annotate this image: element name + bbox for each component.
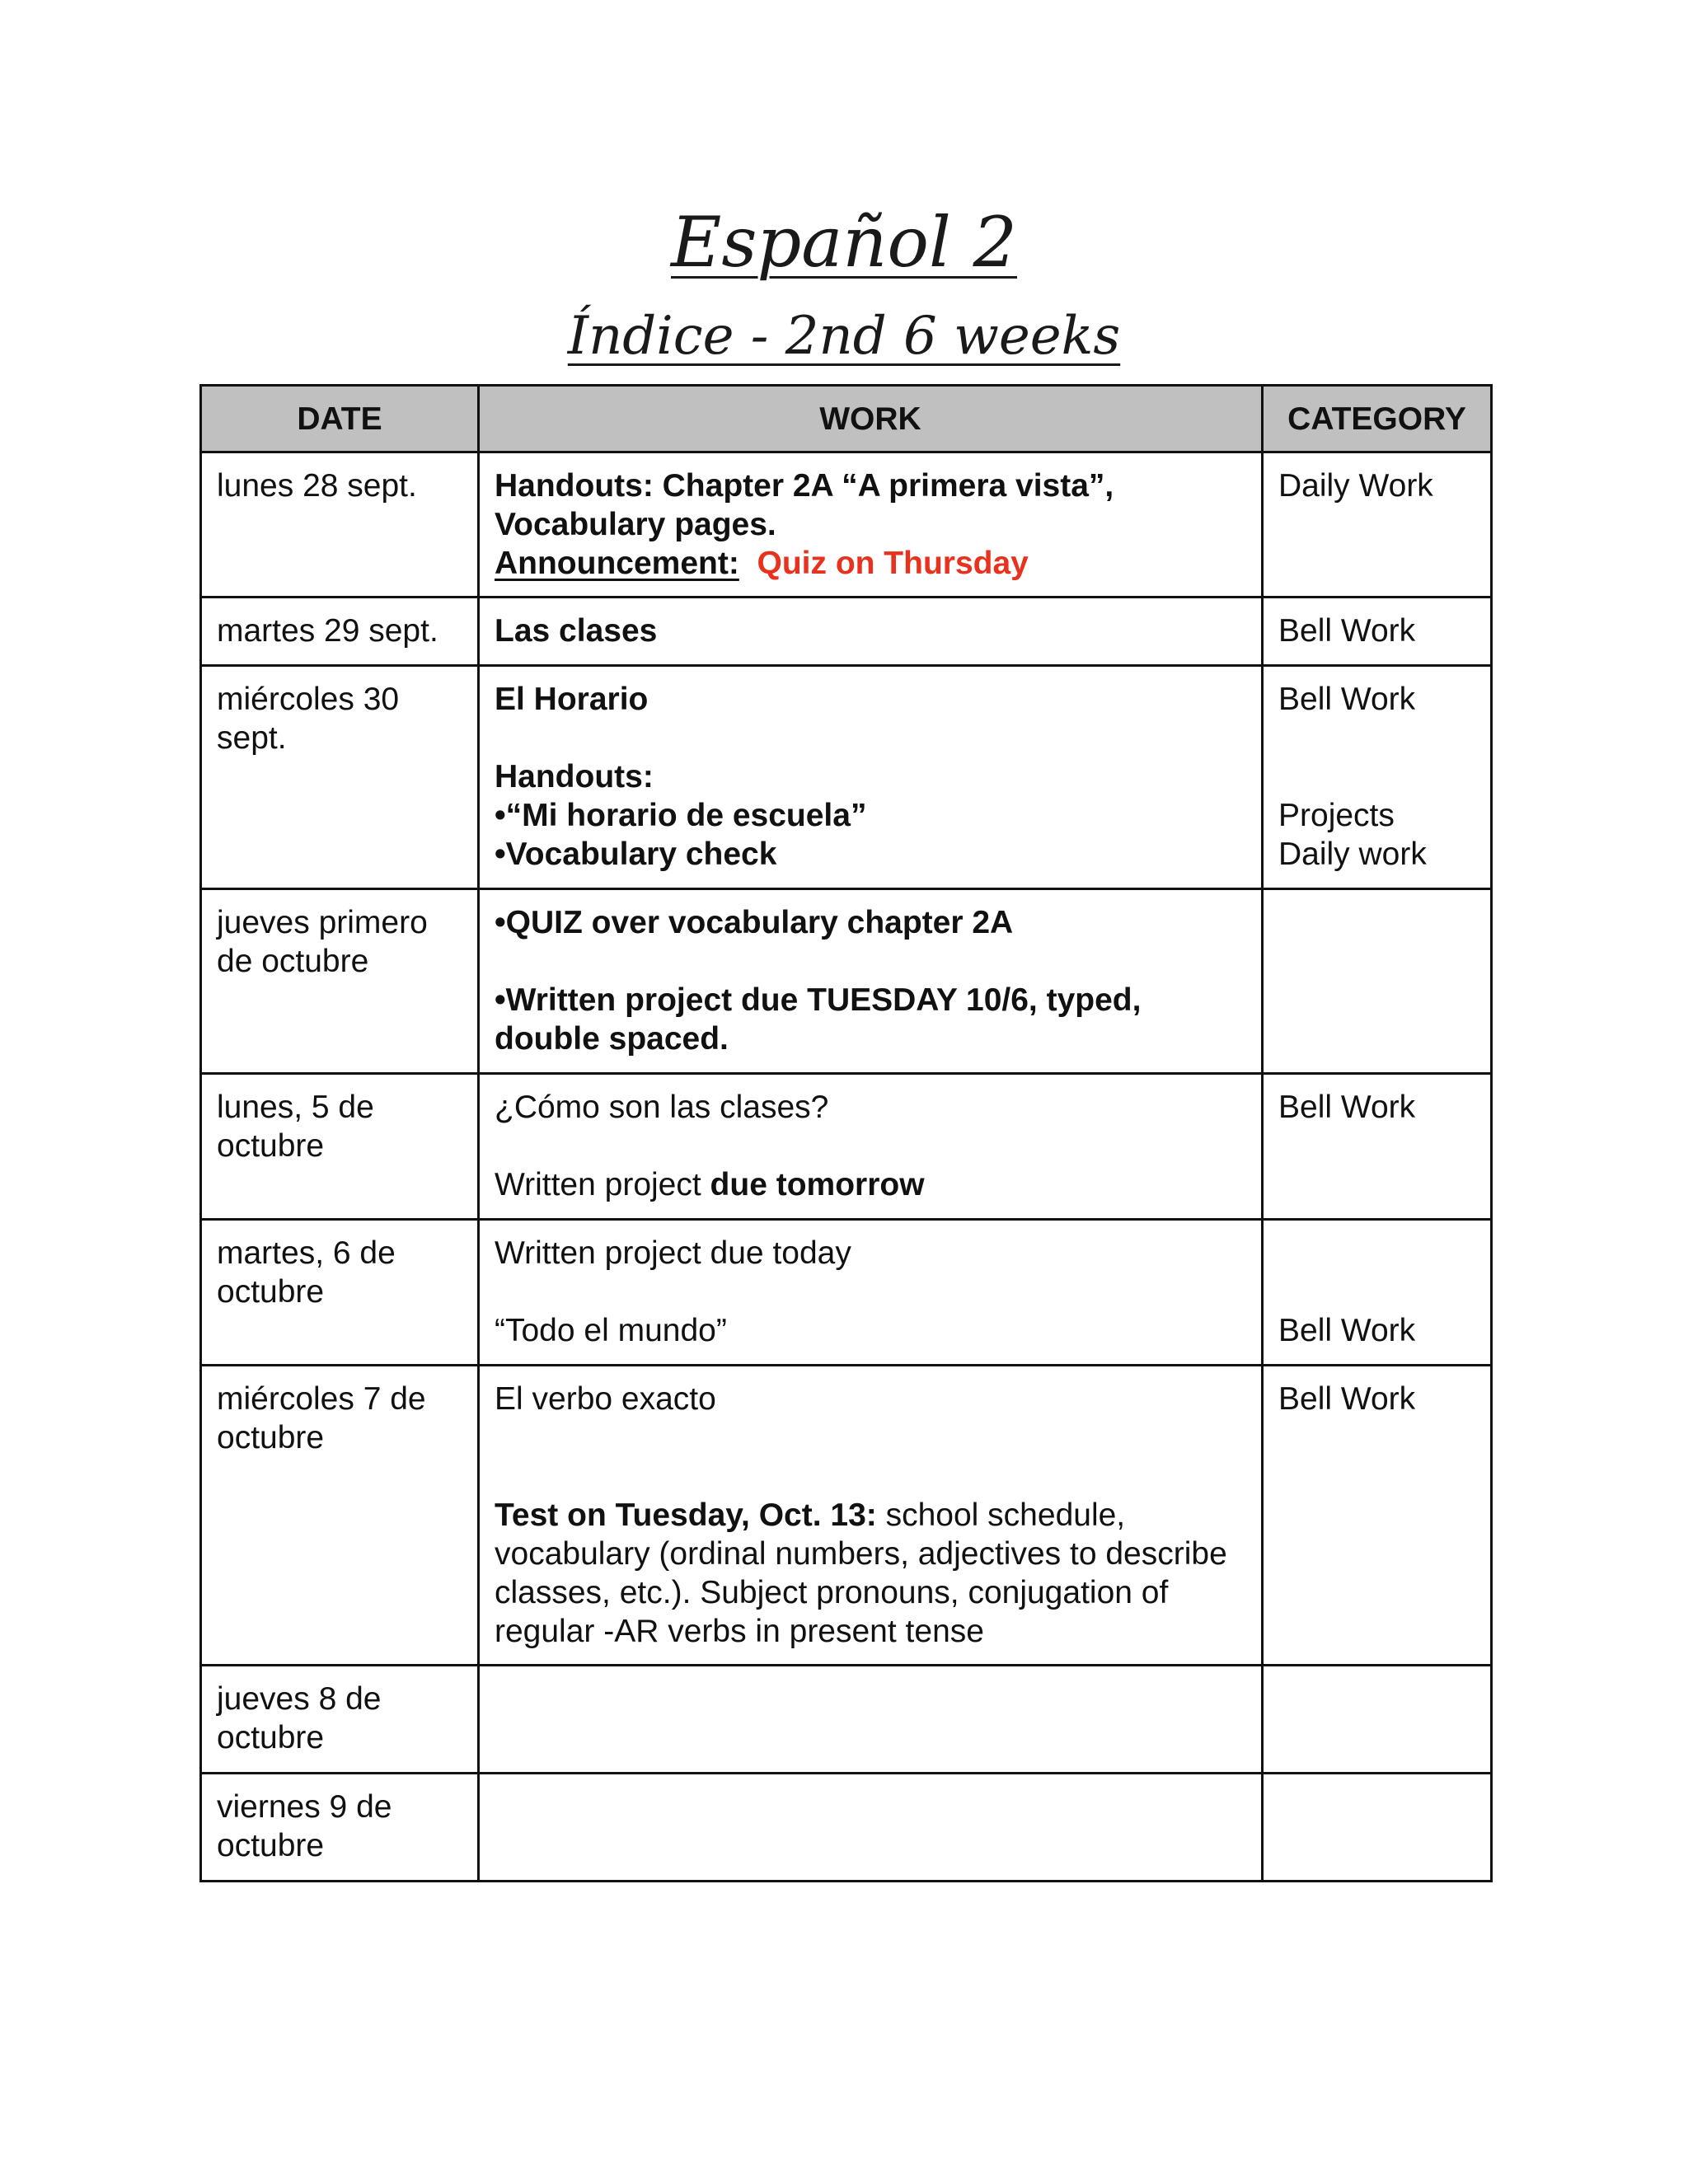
- table-row: [201, 889, 1492, 1074]
- table-row: [201, 1366, 1492, 1666]
- announcement-text: Quiz on Thursday: [757, 546, 1029, 581]
- announcement-line: [495, 544, 1246, 583]
- test-label: Test on Tuesday, Oct. 13:: [495, 1497, 877, 1533]
- work-bullet: •Written project due TUESDAY 10/6, typed, double spaced.: [495, 982, 1142, 1057]
- category-line: Projects: [1278, 798, 1395, 833]
- work-line-bold: due tomorrow: [710, 1167, 925, 1202]
- work-cell: [479, 1666, 1263, 1774]
- category-cell: Bell Work: [1263, 598, 1492, 666]
- work-line: ¿Cómo son las clases?: [495, 1090, 829, 1125]
- date-cell: jueves primero de octubre: [201, 889, 479, 1074]
- work-line: El Horario: [495, 682, 649, 717]
- work-line: [495, 1165, 1246, 1204]
- test-paragraph: [495, 1496, 1246, 1651]
- table-row: [201, 1774, 1492, 1882]
- column-header-work: WORK: [479, 386, 1263, 452]
- column-header-date: DATE: [201, 386, 479, 452]
- table-row: [201, 1666, 1492, 1774]
- date-cell: jueves 8 de octubre: [201, 1666, 479, 1774]
- handouts-label: Handouts:: [495, 759, 654, 794]
- work-cell: [479, 1220, 1263, 1366]
- category-cell: [1263, 1774, 1492, 1882]
- category-cell: [1263, 889, 1492, 1074]
- category-cell: Bell Work: [1263, 1366, 1492, 1666]
- page-title: [0, 201, 1688, 284]
- category-cell: [1263, 1220, 1492, 1366]
- work-bullet: •“Mi horario de escuela”: [495, 798, 867, 833]
- category-cell: Bell Work: [1263, 1074, 1492, 1220]
- date-cell: martes 29 sept.: [201, 598, 479, 666]
- category-cell: [1263, 666, 1492, 889]
- page-subtitle-text: Índice - 2nd 6 weeks: [567, 306, 1121, 367]
- column-header-category: CATEGORY: [1263, 386, 1492, 452]
- work-line: Las clases: [495, 613, 658, 649]
- announcement-label: Announcement:: [495, 546, 739, 581]
- date-cell: miércoles 30 sept.: [201, 666, 479, 889]
- index-table: [199, 384, 1493, 1882]
- work-line: Vocabulary pages.: [495, 507, 776, 542]
- category-line: Bell Work: [1278, 682, 1416, 717]
- date-cell: miércoles 7 de octubre: [201, 1366, 479, 1666]
- category-cell: [1263, 1666, 1492, 1774]
- date-cell: martes, 6 de octubre: [201, 1220, 479, 1366]
- work-line: Handouts: Chapter 2A “A primera vista”,: [495, 468, 1114, 504]
- category-line: Bell Work: [1278, 1313, 1416, 1348]
- table-row: [201, 598, 1492, 666]
- work-cell: [479, 452, 1263, 598]
- work-cell: [479, 1366, 1263, 1666]
- work-bullet: •Vocabulary check: [495, 837, 777, 872]
- work-line: Written project due today: [495, 1235, 851, 1271]
- date-cell: viernes 9 de octubre: [201, 1774, 479, 1882]
- date-cell: lunes 28 sept.: [201, 452, 479, 598]
- table-row: [201, 1220, 1492, 1366]
- work-cell: [479, 889, 1263, 1074]
- page-subtitle: [0, 303, 1688, 369]
- table-row: [201, 666, 1492, 889]
- test-text: school schedule, vocabulary (ordinal numbers, adjectives to describe classes, etc.). Subject pronouns, conjugation of regular -AR verbs in present tense: [495, 1497, 1227, 1649]
- date-cell: lunes, 5 de octubre: [201, 1074, 479, 1220]
- table-header-row: [201, 386, 1492, 452]
- work-cell: [479, 666, 1263, 889]
- work-line: El verbo exacto: [495, 1381, 716, 1417]
- work-cell: [479, 1074, 1263, 1220]
- category-cell: Daily Work: [1263, 452, 1492, 598]
- work-cell: [479, 598, 1263, 666]
- work-bullet: •QUIZ over vocabulary chapter 2A: [495, 905, 1014, 940]
- table-row: [201, 1074, 1492, 1220]
- work-line-plain: Written project: [495, 1167, 710, 1202]
- page-title-text: Español 2: [671, 202, 1017, 283]
- work-line: “Todo el mundo”: [495, 1313, 727, 1348]
- table-row: [201, 452, 1492, 598]
- category-line: Daily work: [1278, 837, 1427, 872]
- work-cell: [479, 1774, 1263, 1882]
